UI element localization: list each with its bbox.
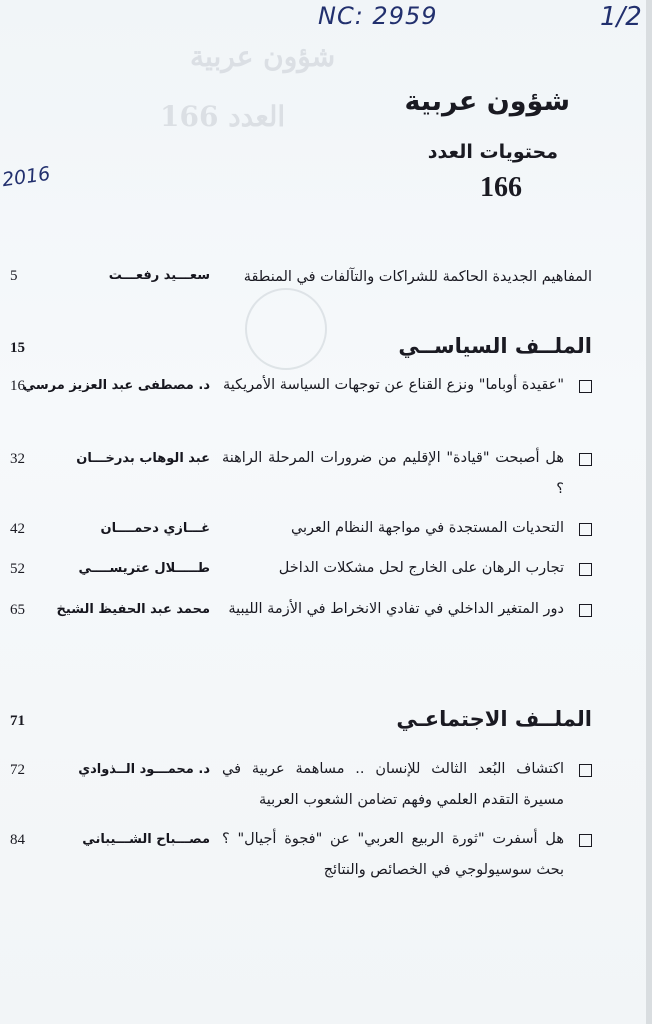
page-number: 32 bbox=[10, 451, 25, 467]
checkbox-bullet bbox=[579, 604, 592, 617]
article-title: هل أسفرت "ثورة الربيع العربي" عن "فجوة أجيال" ؟ بحث سوسيولوجي في الخصائص والنتائج bbox=[222, 831, 564, 878]
author-name: عبد الوهاب بدرخـــان bbox=[76, 451, 210, 466]
bleed-through-text: العدد 166 bbox=[160, 100, 286, 133]
section-page-number: 71 bbox=[10, 713, 25, 729]
handwritten-catalog-number: NC: 2959 bbox=[318, 2, 438, 30]
article-title: المفاهيم الجديدة الحاكمة للشراكات والتآلفات في المنطقة bbox=[243, 269, 592, 285]
page-number: 52 bbox=[10, 561, 25, 577]
page-number: 16 bbox=[10, 378, 25, 394]
section-page-number: 15 bbox=[10, 340, 25, 356]
section-title: الملــف السياســي bbox=[398, 334, 592, 358]
article-title: اكتشاف البُعد الثالث للإنسان .. مساهمة عربية في مسيرة التقدم العلمي وفهم تضامن الشعوب العربية bbox=[222, 761, 564, 808]
checkbox-bullet bbox=[579, 380, 592, 393]
author-name: طـــــلال عتريســــي bbox=[78, 561, 210, 576]
section-title: الملــف الاجتماعـي bbox=[396, 707, 592, 731]
author-name: غـــازي دحمــــان bbox=[100, 521, 210, 536]
handwritten-margin-note: 2016 bbox=[0, 162, 52, 192]
page-number: 42 bbox=[10, 521, 25, 537]
author-name: سعـــيد رفعـــت bbox=[108, 268, 210, 283]
article-title: "عقيدة أوباما" ونزع القناع عن توجهات السياسة الأمريكية bbox=[222, 377, 564, 393]
bleed-through-text: شؤون عربية bbox=[190, 40, 336, 73]
article-title: التحديات المستجدة في مواجهة النظام العربي bbox=[290, 520, 564, 536]
checkbox-bullet bbox=[579, 834, 592, 847]
contents-heading: محتويات العدد bbox=[427, 141, 558, 163]
checkbox-bullet bbox=[579, 453, 592, 466]
author-name: د. محمـــود الــذوادي bbox=[78, 762, 210, 777]
author-name: د. مصطفى عبد العزيز مرسي bbox=[22, 378, 210, 393]
checkbox-bullet bbox=[579, 764, 592, 777]
handwritten-page-number: 1/2 bbox=[600, 2, 642, 32]
page-number: 84 bbox=[10, 832, 25, 848]
issue-number: 166 bbox=[480, 172, 522, 203]
article-title: تجارب الرهان على الخارج لحل مشكلات الداخل bbox=[278, 560, 564, 576]
journal-title: شؤون عربية bbox=[404, 86, 570, 117]
page-number: 72 bbox=[10, 762, 25, 778]
faint-seal-mark bbox=[245, 288, 327, 370]
checkbox-bullet bbox=[579, 523, 592, 536]
author-name: محمد عبد الحفيظ الشيخ bbox=[56, 602, 210, 617]
author-name: مصـــباح الشـــيباني bbox=[82, 832, 210, 847]
checkbox-bullet bbox=[579, 563, 592, 576]
page-number: 65 bbox=[10, 602, 25, 618]
article-title: هل أصبحت "قيادة" الإقليم من ضرورات المرحلة الراهنة ؟ bbox=[222, 450, 564, 497]
article-title: دور المتغير الداخلي في تفادي الانخراط في الأزمة الليبية bbox=[228, 601, 564, 617]
page-edge bbox=[646, 0, 652, 1024]
page-number: 5 bbox=[10, 268, 18, 284]
